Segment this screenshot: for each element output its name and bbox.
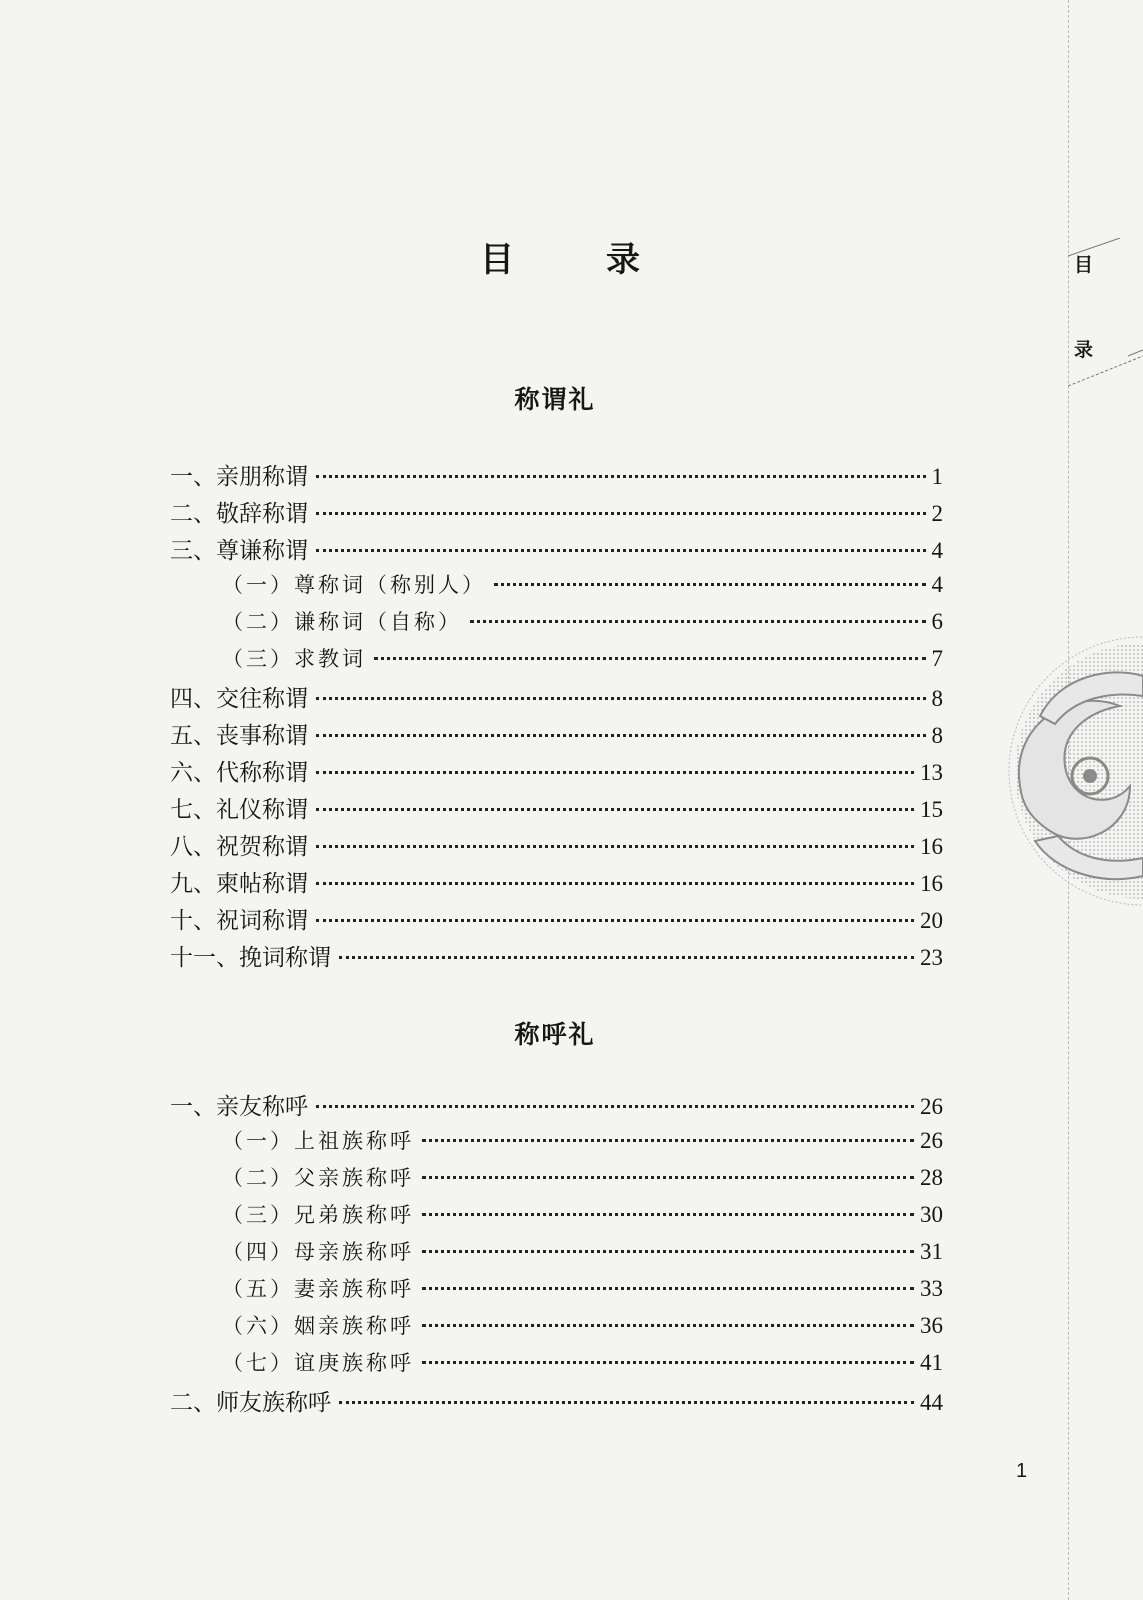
toc-entry-page: 16 — [920, 834, 943, 859]
toc-entry-label: （六）姻亲族称呼 — [222, 1314, 414, 1338]
leader-dots — [316, 771, 914, 774]
toc-entry-label: 七、礼仪称谓 — [170, 797, 308, 823]
toc-entry-label: （一）尊称词（称别人） — [222, 573, 486, 597]
leader-dots — [316, 882, 914, 885]
leader-dots — [422, 1176, 914, 1179]
toc-entry-page: 7 — [931, 646, 943, 671]
decorative-ornament — [980, 636, 1143, 906]
toc-entry-page: 15 — [920, 797, 943, 822]
toc-entry-page: 36 — [920, 1313, 943, 1338]
leader-dots — [316, 697, 926, 700]
leader-dots — [316, 475, 926, 478]
leader-dots — [316, 808, 914, 811]
leader-dots — [374, 657, 926, 660]
toc-entry-page: 6 — [931, 609, 943, 634]
leader-dots — [422, 1361, 914, 1364]
toc-entry-label: （七）谊庚族称呼 — [222, 1351, 414, 1375]
side-tab-char-1: 目 — [1074, 254, 1094, 276]
toc-entry[interactable] — [170, 717, 943, 754]
toc-entry-label: 二、敬辞称谓 — [170, 501, 308, 527]
toc-entry-page: 41 — [920, 1350, 943, 1375]
toc-entry[interactable] — [170, 791, 943, 828]
toc-entry-label: （二）谦称词（自称） — [222, 610, 462, 634]
toc-entry-page: 4 — [931, 572, 943, 597]
toc-entry[interactable] — [170, 754, 943, 791]
toc-entry-label: 八、祝贺称谓 — [170, 834, 308, 860]
toc-list-1 — [170, 458, 943, 976]
toc-entry-page: 8 — [931, 723, 943, 748]
toc-entry-page: 28 — [920, 1165, 943, 1190]
toc-entry-label: （五）妻亲族称呼 — [222, 1277, 414, 1301]
toc-subentry[interactable] — [170, 1273, 943, 1310]
toc-subentry[interactable] — [170, 1125, 943, 1162]
toc-subentry[interactable] — [170, 1199, 943, 1236]
leader-dots — [470, 620, 926, 623]
toc-entry[interactable] — [170, 828, 943, 865]
toc-entry-label: （三）求教词 — [222, 647, 366, 671]
toc-entry[interactable] — [170, 865, 943, 902]
toc-entry-page: 13 — [920, 760, 943, 785]
toc-subentry[interactable] — [170, 643, 943, 680]
toc-entry-label: 三、尊谦称谓 — [170, 538, 308, 564]
leader-dots — [316, 919, 914, 922]
leader-dots — [316, 845, 914, 848]
toc-entry-label: 二、师友族称呼 — [170, 1390, 331, 1416]
toc-entry[interactable] — [170, 495, 943, 532]
toc-entry-page: 4 — [931, 538, 943, 563]
leader-dots — [422, 1324, 914, 1327]
toc-entry[interactable] — [170, 1088, 943, 1125]
leader-dots — [422, 1250, 914, 1253]
toc-entry[interactable] — [170, 532, 943, 569]
toc-entry-label: （四）母亲族称呼 — [222, 1240, 414, 1264]
toc-entry-label: 十一、挽词称谓 — [170, 945, 331, 971]
toc-entry-label: （二）父亲族称呼 — [222, 1166, 414, 1190]
toc-list-2 — [170, 1088, 943, 1421]
leader-dots — [316, 512, 926, 515]
toc-subentry[interactable] — [170, 1162, 943, 1199]
page-title-char-2: 录 — [606, 240, 640, 280]
toc-entry[interactable] — [170, 939, 943, 976]
side-tab — [1068, 238, 1143, 398]
side-tab-char-2: 录 — [1074, 339, 1094, 361]
page-title — [480, 232, 640, 281]
leader-dots — [422, 1139, 914, 1142]
leader-dots — [494, 583, 926, 586]
toc-entry-label: （一）上祖族称呼 — [222, 1129, 414, 1153]
leader-dots — [422, 1213, 914, 1216]
page-title-char-1: 目 — [480, 240, 514, 280]
toc-entry-page: 8 — [931, 686, 943, 711]
toc-entry-page: 1 — [931, 464, 943, 489]
leader-dots — [339, 1401, 914, 1404]
toc-entry-page: 26 — [920, 1128, 943, 1153]
leader-dots — [339, 956, 914, 959]
toc-entry-label: 六、代称称谓 — [170, 760, 308, 786]
toc-entry-page: 23 — [920, 945, 943, 970]
toc-entry-page: 26 — [920, 1094, 943, 1119]
toc-subentry[interactable] — [170, 606, 943, 643]
toc-entry-page: 33 — [920, 1276, 943, 1301]
toc-entry-label: 四、交往称谓 — [170, 686, 308, 712]
toc-entry-label: 五、丧事称谓 — [170, 723, 308, 749]
toc-entry[interactable] — [170, 458, 943, 495]
section-heading-chenghu: 称呼礼 — [514, 1020, 596, 1049]
section-heading-chengwei: 称谓礼 — [514, 385, 596, 414]
leader-dots — [422, 1287, 914, 1290]
toc-entry[interactable] — [170, 680, 943, 717]
toc-entry-page: 2 — [931, 501, 943, 526]
page-number: 1 — [1016, 1460, 1028, 1482]
leader-dots — [316, 1105, 914, 1108]
toc-entry[interactable] — [170, 902, 943, 939]
toc-entry-page: 30 — [920, 1202, 943, 1227]
toc-entry-label: 一、亲朋称谓 — [170, 464, 308, 490]
toc-entry-label: （三）兄弟族称呼 — [222, 1203, 414, 1227]
toc-entry-page: 31 — [920, 1239, 943, 1264]
toc-entry-page: 44 — [920, 1390, 943, 1415]
toc-subentry[interactable] — [170, 1310, 943, 1347]
toc-subentry[interactable] — [170, 569, 943, 606]
toc-entry-page: 20 — [920, 908, 943, 933]
toc-entry-label: 九、柬帖称谓 — [170, 871, 308, 897]
leader-dots — [316, 549, 926, 552]
toc-subentry[interactable] — [170, 1347, 943, 1384]
toc-entry[interactable] — [170, 1384, 943, 1421]
toc-entry-label: 一、亲友称呼 — [170, 1094, 308, 1120]
toc-entry-label: 十、祝词称谓 — [170, 908, 308, 934]
toc-entry-page: 16 — [920, 871, 943, 896]
leader-dots — [316, 734, 926, 737]
toc-subentry[interactable] — [170, 1236, 943, 1273]
